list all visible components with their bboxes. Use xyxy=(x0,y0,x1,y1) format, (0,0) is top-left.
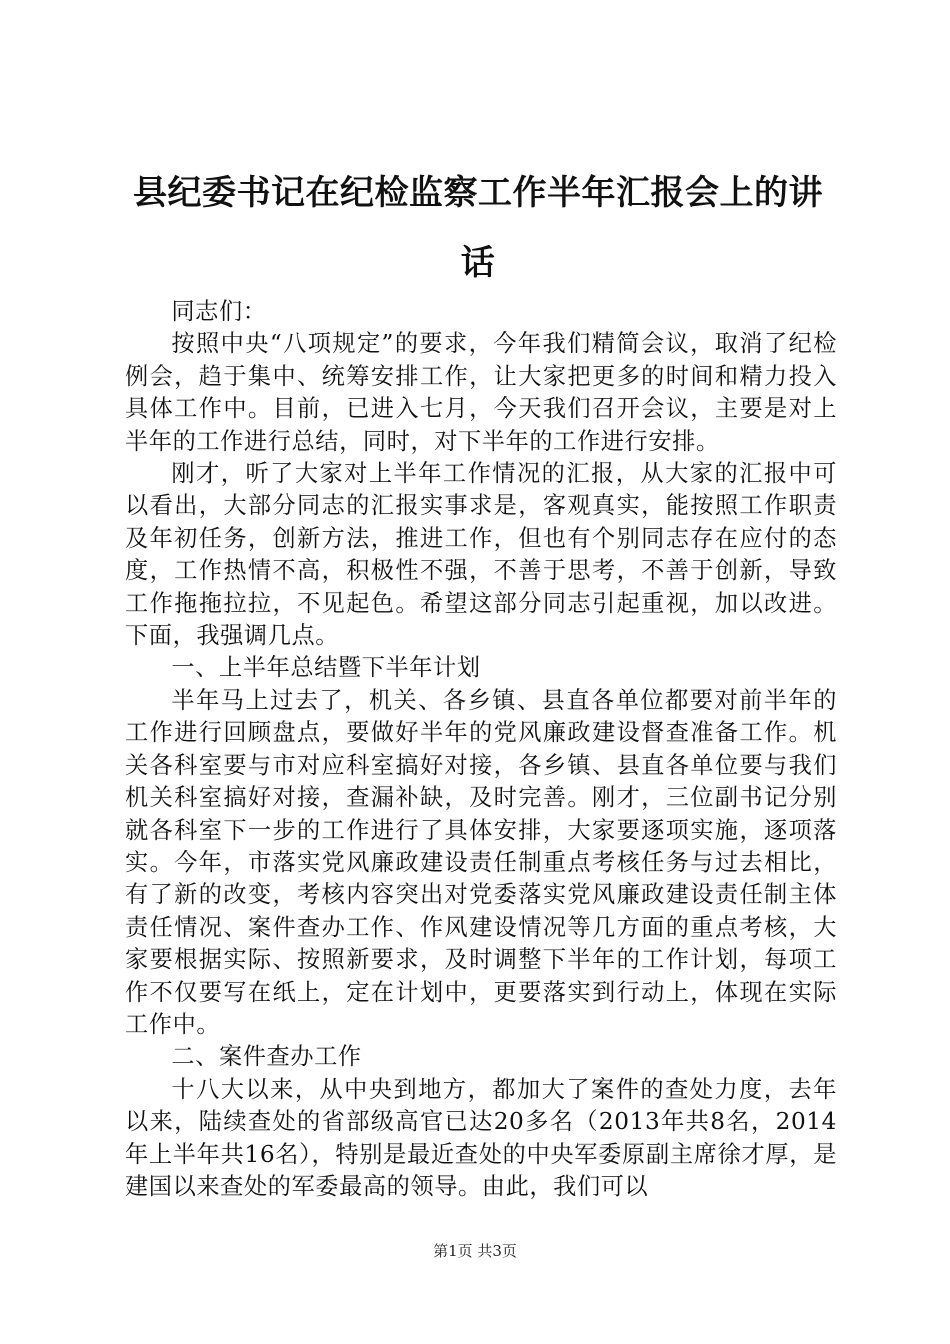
salutation: 同志们： xyxy=(171,298,267,325)
page-footer: 第1页 共3页 xyxy=(433,1242,517,1260)
section-heading-1: 一、上半年总结暨下半年计划 xyxy=(171,654,481,682)
document-title: 县纪委书记在纪检监察工作半年汇报会上的讲话 xyxy=(133,173,823,283)
paragraph-review: 刚才，听了大家对上半年工作情况的汇报，从大家的汇报中可以看出，大部分同志的汇报实事求是，客观真实，能按照工作职责及年初任务，创新方法，推进工作，但也有个别同志存在应付的态度，工作热情不高，积极性不强，不善于思考，不善于创新，导致工作拖拖拉拉，不见起色。希望这部分同志引起重视，加以改进。下面，我强调几点。 xyxy=(125,460,837,650)
paragraph-section-1: 半年马上过去了，机关、各乡镇、县直各单位都要对前半年的工作进行回顾盘点，要做好半年的党风廉政建设督查准备工作。机关各科室要与市对应科室搞好对接，各乡镇、县直各单位要与我们机关科室搞好对接，查漏补缺，及时完善。刚才，三位副书记分别就各科室下一步的工作进行了具体安排，大家要逐项实施，逐项落实。今年，市落实党风廉政建设责任制重点考核任务与过去相比，有了新的改变，考核内容突出对党委落实党风廉政建设责任制主体责任情况、案件查办工作、作风建设情况等几方面的重点考核，大家要根据实际、按照新要求，及时调整下半年的工作计划，每项工作不仅要写在纸上，定在计划中，更要落实到行动上，体现在实际工作中。 xyxy=(125,686,837,1038)
section-heading-2: 二、案件查办工作 xyxy=(171,1043,362,1071)
paragraph-section-2: 十八大以来，从中央到地方，都加大了案件的查处力度，去年以来，陆续查处的省部级高官已达20多名（2013年共8名，2014年上半年共16名），特别是最近查处的中央军委原副主席徐才厚，是建国以来查处的军委最高的领导。由此，我们可以 xyxy=(125,1075,837,1200)
document-body xyxy=(125,296,837,1203)
paragraph-intro: 按照中央“八项规定”的要求，今年我们精简会议，取消了纪检例会，趋于集中、统筹安排工作，让大家把更多的时间和精力投入具体工作中。目前，已进入七月，今天我们召开会议，主要是对上半年的工作进行总结，同时，对下半年的工作进行安排。 xyxy=(125,330,837,455)
